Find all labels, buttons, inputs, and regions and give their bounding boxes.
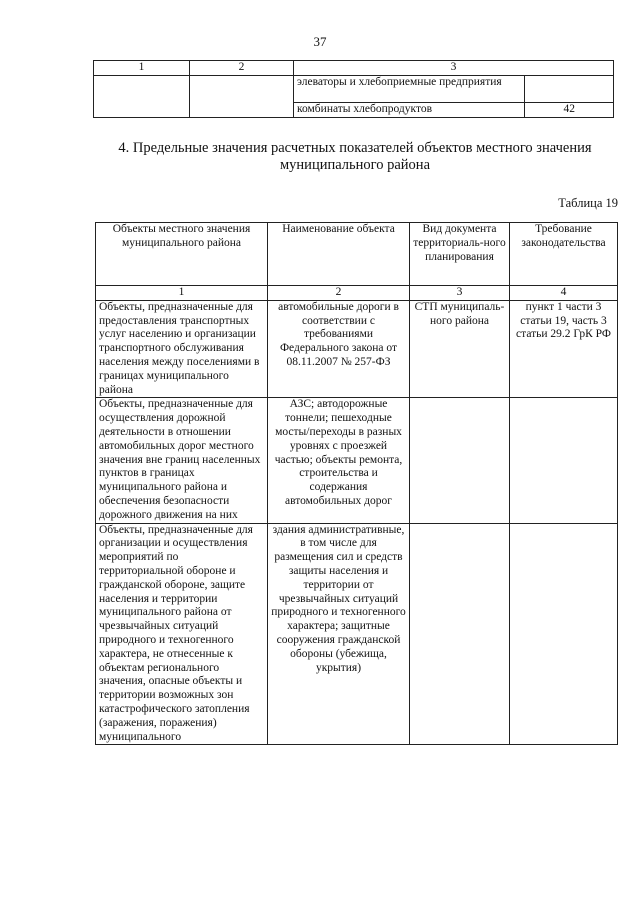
column-number: 3 (410, 286, 510, 301)
table-row (294, 103, 614, 118)
table-cell: комбинаты хлебопродуктов (294, 103, 524, 118)
table-cell: элеваторы и хлебоприемные предприятия (294, 76, 524, 103)
law-cell: пункт 1 части 3 статьи 19, часть 3 статьи 29.2 ГрК РФ (510, 300, 618, 398)
column-number: 2 (268, 286, 410, 301)
table-number-row (96, 286, 618, 301)
doc-cell (410, 398, 510, 523)
table-cell (294, 76, 614, 118)
inner-table (294, 76, 614, 117)
law-cell (510, 398, 618, 523)
object-cell: Объекты, предназначенные для предоставления транспортных услуг населению и организации транспортного обслуживания населения между поселениями в границах муниципального района (96, 300, 268, 398)
table-cell: 42 (524, 103, 614, 118)
column-header: Объекты местного значения муниципального района (96, 223, 268, 286)
table-row (96, 398, 618, 523)
table-row (94, 61, 614, 76)
law-cell (510, 523, 618, 745)
table-cell (190, 76, 294, 118)
table-19 (95, 222, 618, 745)
table-header-row (96, 223, 618, 286)
object-cell: Объекты, предназначенные для организации и осуществления мероприятий по территориальной обороне и гражданской обороне, защите населения и территории муниципального района от чрезвычайных ситуаций природного и техногенного характера, не отнесенные к объектам регионального значения, опасные объекты и территории возможных зон катастрофического затопления (заражения, поражения) муниципального (96, 523, 268, 745)
header-cell: 3 (294, 61, 614, 76)
column-number: 1 (96, 286, 268, 301)
doc-cell: СТП муниципаль-ного района (410, 300, 510, 398)
doc-cell (410, 523, 510, 745)
table-cell (524, 76, 614, 103)
top-table (93, 60, 614, 118)
table-row (94, 76, 614, 118)
header-cell: 2 (190, 61, 294, 76)
section-heading: 4. Предельные значения расчетных показателей объектов местного значения муниципального района (118, 140, 592, 173)
name-cell: здания административные, в том числе для размещения сил и средств защиты населения и территории от чрезвычайных ситуаций природного и техногенного характера; защитные сооружения гражданской обороны (убежища, укрытия) (268, 523, 410, 745)
table-label: Таблица 19 (558, 196, 618, 210)
page-number: 37 (313, 34, 327, 49)
table-row (96, 523, 618, 745)
name-cell: АЗС; автодорожные тоннели; пешеходные мосты/переходы в разных уровнях с проезжей частью; объекты ремонта, строительства и содержания автомобильных дорог (268, 398, 410, 523)
column-header: Вид документа территориаль-ного планирования (410, 223, 510, 286)
name-cell: автомобильные дороги в соответствии с требованиями Федерального закона от 08.11.2007 № 257-ФЗ (268, 300, 410, 398)
header-cell: 1 (94, 61, 190, 76)
table-row (294, 76, 614, 103)
table-cell (94, 76, 190, 118)
table-row (96, 300, 618, 398)
object-cell: Объекты, предназначенные для осуществления дорожной деятельности в отношении автомобильных дорог местного значения вне границ населенных пунктов в границах муниципального района и обеспечения безопасности дорожного движения на них (96, 398, 268, 523)
column-number: 4 (510, 286, 618, 301)
column-header: Наименование объекта (268, 223, 410, 286)
column-header: Требование законодательства (510, 223, 618, 286)
